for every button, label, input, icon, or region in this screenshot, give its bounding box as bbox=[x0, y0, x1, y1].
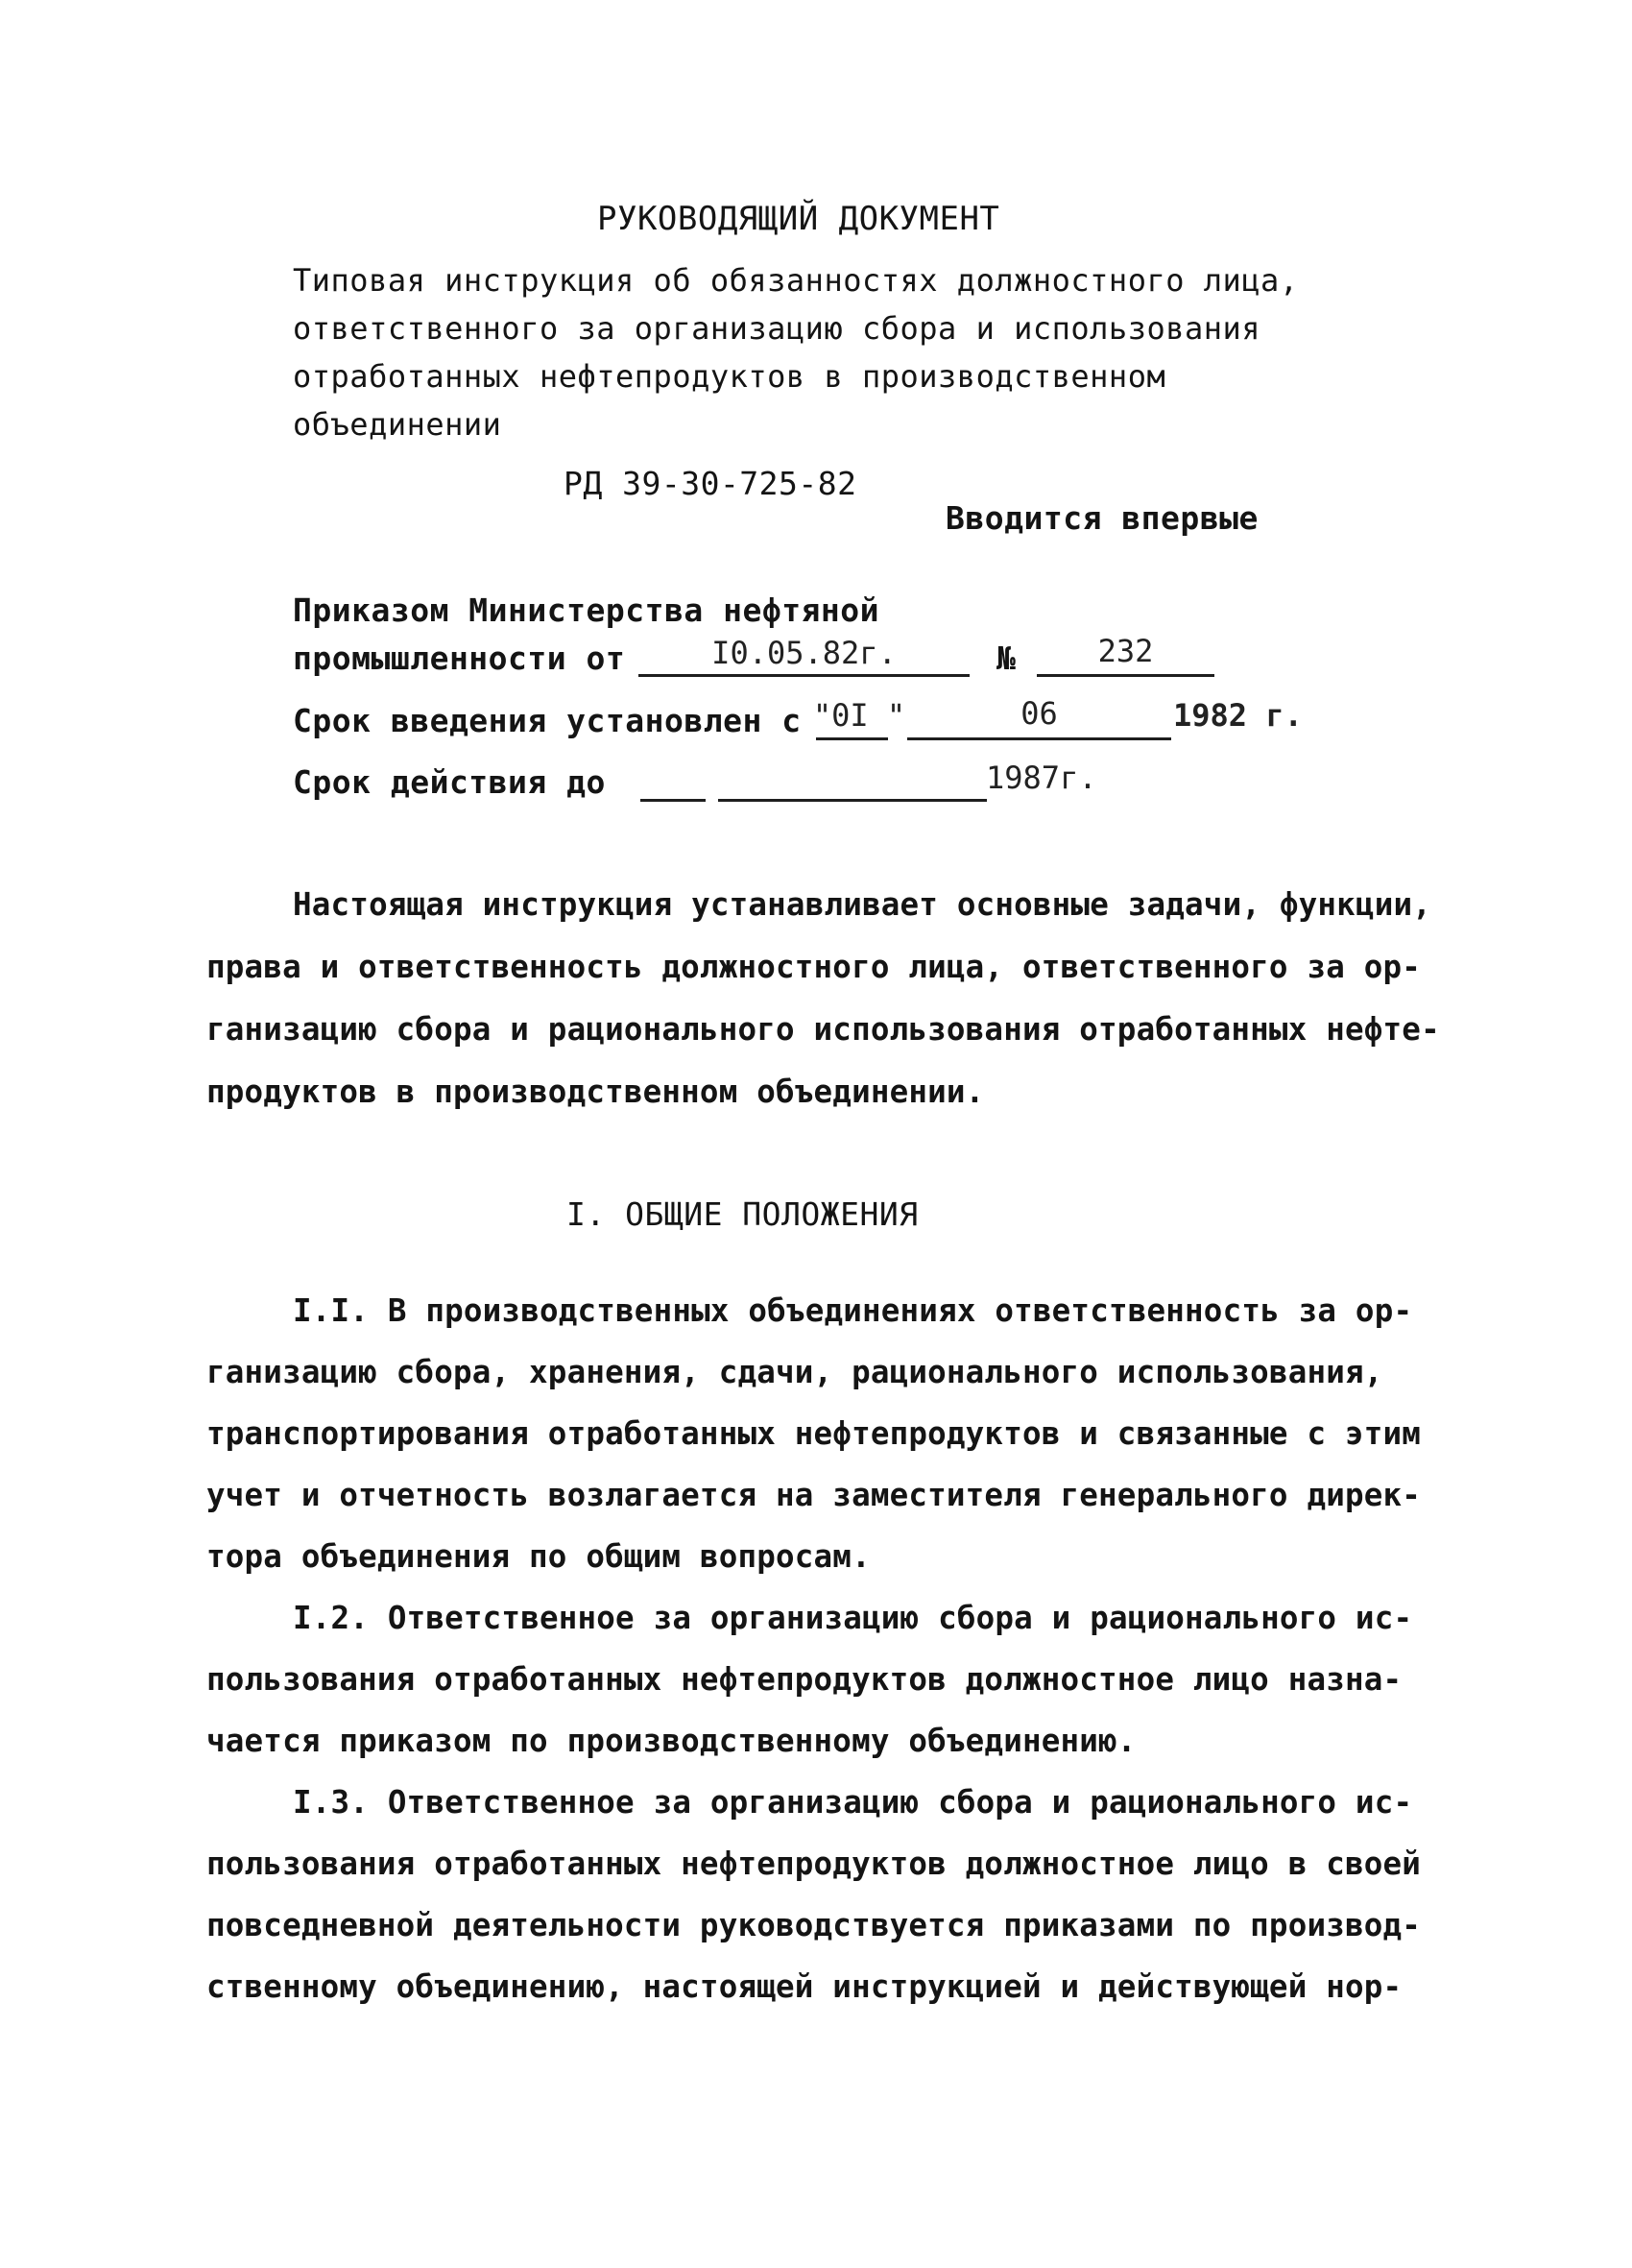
document-title-line: Типовая инструкция об обязанностях должностного лица, bbox=[293, 262, 1299, 299]
clause-1-3-line: I.3. Ответственное за организацию сбора и рационального ис- bbox=[293, 1784, 1413, 1821]
clause-1-3-line: ственному объединению, настоящей инструкцией и действующей нор- bbox=[206, 1968, 1403, 2005]
clause-1-1-line: ганизацию сбора, хранения, сдачи, рационального использования, bbox=[206, 1354, 1383, 1390]
validity-blank-underline bbox=[640, 799, 706, 802]
validity-label: Срок действия до bbox=[293, 763, 606, 801]
effective-day-value: "0I " bbox=[812, 697, 906, 734]
intro-paragraph-line: ганизацию сбора и рационального использования отработанных нефте- bbox=[206, 1011, 1440, 1048]
order-date-value: I0.05.82г. bbox=[711, 635, 897, 671]
document-title-line: ответственного за организацию сбора и использования bbox=[293, 310, 1261, 347]
order-number-underline bbox=[1037, 674, 1214, 677]
document-title-line: объединении bbox=[293, 406, 502, 443]
document-type-heading: РУКОВОДЯЩИЙ ДОКУМЕНТ bbox=[597, 200, 1000, 238]
clause-1-1-line: I.I. В производственных объединениях ответственность за ор- bbox=[293, 1292, 1413, 1329]
clause-1-3-line: пользования отработанных нефтепродуктов должностное лицо в своей bbox=[206, 1846, 1422, 1882]
clause-1-3-line: повседневной деятельности руководствуется приказами по производ- bbox=[206, 1907, 1422, 1943]
clause-1-2-line: чается приказом по производственному объединению. bbox=[206, 1723, 1137, 1759]
clause-1-2-line: I.2. Ответственное за организацию сбора и рационального ис- bbox=[293, 1600, 1413, 1636]
document-status: Вводится впервые bbox=[946, 499, 1259, 537]
approval-order-line: Приказом Министерства нефтяной bbox=[293, 591, 880, 629]
approval-ministry-label: промышленности от bbox=[293, 639, 626, 677]
document-title-line: отработанных нефтепродуктов в производственном bbox=[293, 358, 1166, 395]
clause-1-1-line: транспортирования отработанных нефтепродуктов и связанные с этим bbox=[206, 1415, 1422, 1452]
order-number-value: 232 bbox=[1097, 633, 1154, 669]
section-heading: I. ОБЩИЕ ПОЛОЖЕНИЯ bbox=[566, 1195, 919, 1233]
number-sign: № bbox=[996, 639, 1017, 677]
order-date-underline bbox=[638, 674, 970, 677]
effective-year-value: 1982 г. bbox=[1173, 697, 1303, 734]
intro-paragraph-line: права и ответственность должностного лица, ответственного за ор- bbox=[206, 949, 1422, 985]
effective-day-underline bbox=[816, 737, 888, 740]
intro-paragraph-line: Настоящая инструкция устанавливает основные задачи, функции, bbox=[293, 886, 1431, 923]
intro-paragraph-line: продуктов в производственном объединении. bbox=[206, 1074, 985, 1110]
validity-year-value: 1987г. bbox=[986, 760, 1097, 796]
clause-1-1-line: учет и отчетность возлагается на заместителя генерального дирек- bbox=[206, 1477, 1422, 1513]
document-code: РД 39-30-725-82 bbox=[564, 465, 857, 502]
clause-1-2-line: пользования отработанных нефтепродуктов должностное лицо назна- bbox=[206, 1661, 1403, 1698]
effective-date-label: Срок введения установлен с bbox=[293, 702, 802, 739]
effective-month-value: 06 bbox=[1020, 695, 1058, 732]
validity-underline bbox=[718, 799, 987, 802]
effective-month-underline bbox=[907, 737, 1171, 740]
clause-1-1-line: тора объединения по общим вопросам. bbox=[206, 1538, 871, 1575]
